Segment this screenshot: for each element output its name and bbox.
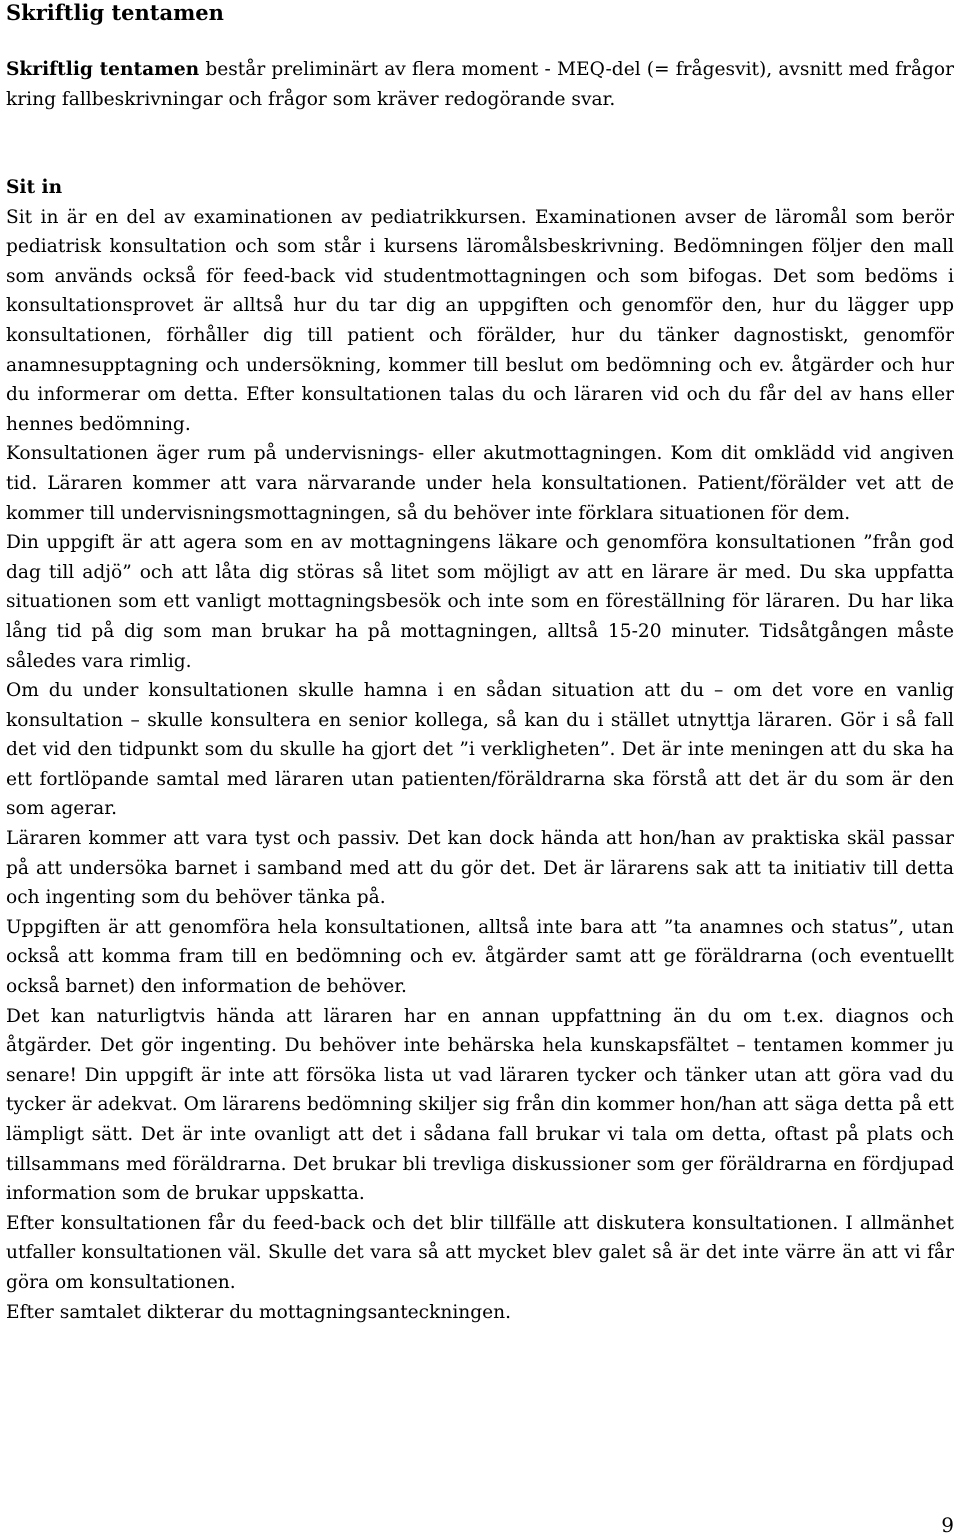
sit-in-section <box>6 173 954 1327</box>
paragraph-sit-in-description: Sit in är en del av examinationen av pediatrikkursen. Examinationen avser de läromål som berör pediatrisk konsultation och som står i kursens läromålsbeskrivning. Bedömningen följer den mall som används också för feed-back vid studentmottagningen och som bifogas. Det som bedöms i konsultationsprovet är alltså hur du tar dig an uppgiften och genomför den, hur du lägger upp konsultationen, förhåller dig till patient och förälder, hur du tänker dagnostiskt, genomför anamnesupptagning och undersökning, kommer till beslut om bedömning och ev. åtgärder och hur du informerar om detta. Efter konsultationen talas du och läraren vid och du får del av hans eller hennes bedömning. <box>6 206 954 435</box>
paragraph-annan-uppfattning: Det kan naturligtvis hända att läraren har en annan uppfattning än du om t.ex. diagnos och åtgärder. Det gör ingenting. Du behöver inte behärska hela kunskapsfältet – tentamen kommer ju senare! Din uppgift är inte att försöka lista ut vad läraren tycker och tänker utan att göra vad du tycker är adekvat. Om lärarens bedömning skiljer sig från din kommer hon/han att säga detta på ett lämpligt sätt. Det är inte ovanligt att det i sådana fall brukar vi tala om detta, oftast på plats och tillsammans med föräldrarna. Det brukar bli trevliga diskussioner som ger föräldrarna en fördjupad information som de brukar uppskatta. <box>6 1005 954 1205</box>
paragraph-feedback: Efter konsultationen får du feed-back och det blir tillfälle att diskutera konsultationen. I allmänhet utfaller konsultationen väl. Skulle det vara så att mycket blev galet så är det inte värre än att vi får göra om konsultationen. <box>6 1212 954 1293</box>
section-heading-sit-in: Sit in <box>6 177 63 198</box>
page-number: 9 <box>941 1513 954 1537</box>
paragraph-uppgiften: Uppgiften är att genomföra hela konsultationen, alltså inte bara att ”ta anamnes och status”, utan också att komma fram till en bedömning och ev. åtgärder samt att ge föräldrarna (och eventuellt också barnet) den information de behöver. <box>6 916 954 998</box>
paragraph-din-uppgift: Din uppgift är att agera som en av mottagningens läkare och genomföra konsultationen ”från god dag till adjö” och att låta dig störas så litet som möjligt av att en lärare är med. Du ska uppfatta situationen som ett vanligt mottagningsbesök och inte som en föreställning för läraren. Du har lika lång tid på dig som man brukar ha på mottagningen, alltså 15-20 minuter. Tidsåtgången måste således vara rimlig. <box>6 532 954 672</box>
section-heading-skriftlig-tentamen: Skriftlig tentamen <box>6 0 224 25</box>
paragraph-senior-kollega: Om du under konsultationen skulle hamna i en sådan situation att du – om det vore en vanlig konsultation – skulle konsultera en senior kollega, så kan du i stället utnyttja läraren. Gör i så fall det vid den tidpunkt som du skulle ha gjort det ”i verkligheten”. Det är inte meningen att du ska ha ett fortlöpande samtal med läraren utan patienten/föräldrarna ska förstå att det är du som är den som agerar. <box>6 680 954 820</box>
paragraph-mottagningsanteckning: Efter samtalet dikterar du mottagningsanteckningen. <box>6 1301 512 1323</box>
paragraph-lararen-passiv: Läraren kommer att vara tyst och passiv. Det kan dock hända att hon/han av praktiska skäl passar på att undersöka barnet i samband med att du gör det. Det är lärarens sak att ta initiativ till detta och ingenting som du behöver tänka på. <box>6 828 954 909</box>
intro-text: består preliminärt av flera moment - MEQ-del (= frågesvit), avsnitt med frågor kring fallbeskrivningar och frågor som kräver redogörande svar. <box>6 59 954 110</box>
intro-paragraph <box>6 55 954 114</box>
paragraph-konsultation-location: Konsultationen äger rum på undervisnings- eller akutmottagningen. Kom dit omklädd vid angiven tid. Läraren kommer att vara närvarande under hela konsultationen. Patient/förälder vet att de kommer till undervisningsmottagningen, så du behöver inte förklara situationen för dem. <box>6 443 954 524</box>
intro-bold-term: Skriftlig tentamen <box>6 59 200 80</box>
